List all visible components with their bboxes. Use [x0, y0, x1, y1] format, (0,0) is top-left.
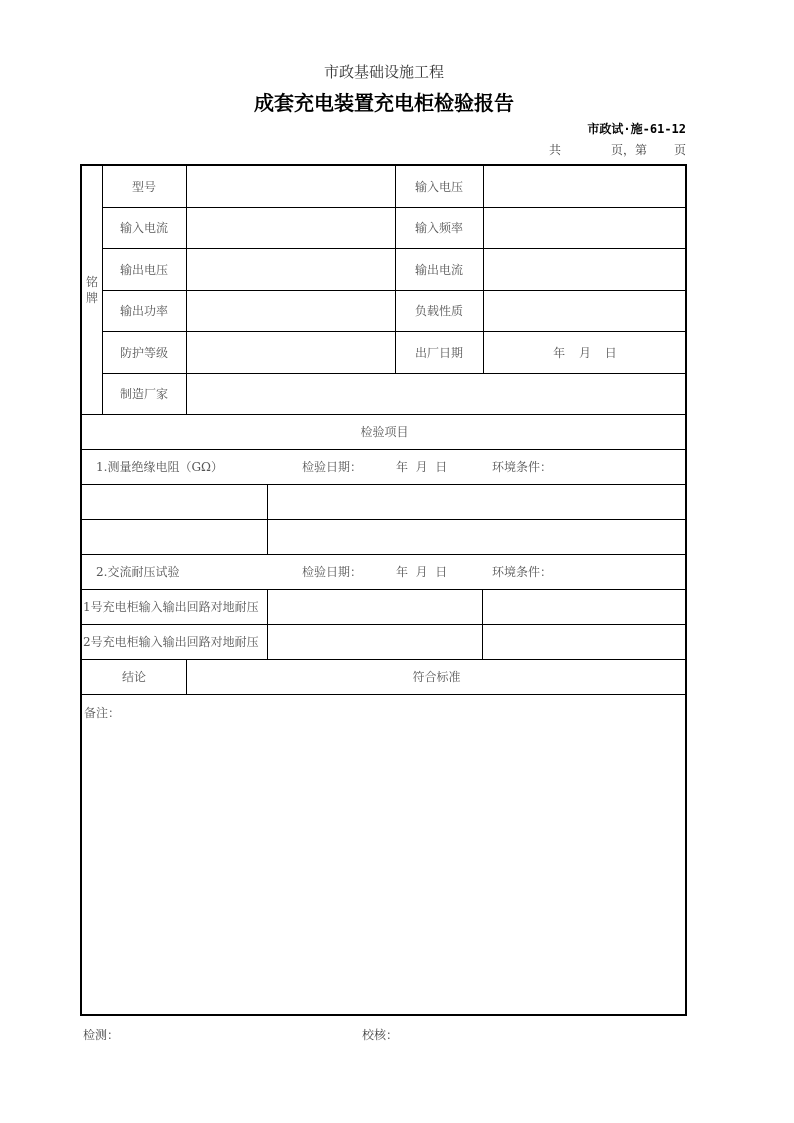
label-model: 型号 — [131, 180, 156, 194]
item1-env-label: 环境条件： — [492, 460, 553, 474]
conclusion-value: 符合标准 — [412, 670, 461, 684]
label-load-type: 负载性质 — [414, 304, 463, 318]
row-divider — [102, 373, 687, 374]
form-code: 市政试·施-61-12 — [587, 122, 686, 136]
col-divider — [267, 484, 268, 554]
page-total-label: 共 — [549, 143, 562, 157]
remarks-label: 备注： — [84, 705, 121, 720]
factory-date-value: 年 月 日 — [553, 345, 617, 360]
report-title: 成套充电装置充电柜检验报告 — [254, 91, 514, 115]
label-input-current: 输入电流 — [119, 221, 168, 235]
conclusion-label: 结论 — [121, 670, 146, 684]
label-input-voltage: 输入电压 — [414, 180, 463, 194]
label-protection-level: 防护等级 — [119, 345, 168, 360]
col-divider — [482, 589, 483, 659]
inspection-section-title: 检验项目 — [360, 425, 409, 439]
item2-date-value: 年 月 日 — [396, 565, 448, 579]
tester-label: 检测： — [83, 1028, 120, 1042]
nameplate-group-label: 铭牌 — [86, 275, 99, 305]
row-divider — [82, 519, 687, 520]
label-factory-date: 出厂日期 — [414, 345, 463, 360]
row-divider — [82, 484, 687, 485]
row-divider — [82, 694, 687, 695]
item1-date-label: 检验日期： — [302, 460, 363, 474]
col-divider — [186, 166, 187, 414]
item1-title: 1.测量绝缘电阻（GΩ） — [96, 460, 223, 474]
label-output-voltage: 输出电压 — [119, 262, 168, 277]
item2-env-label: 环境条件： — [492, 565, 553, 579]
item1-date-value: 年 月 日 — [396, 460, 448, 474]
page-label: 页 — [674, 143, 687, 157]
withstand-row-1-label: 1号充电柜输入输出回路对地耐压 — [83, 600, 259, 614]
checker-label: 校核： — [362, 1028, 399, 1042]
label-manufacturer: 制造厂家 — [119, 387, 168, 401]
label-output-current: 输出电流 — [414, 262, 463, 277]
label-input-frequency: 输入频率 — [414, 221, 463, 235]
page-unit-label: 页，第 — [611, 143, 648, 157]
item2-date-label: 检验日期： — [302, 565, 363, 579]
withstand-row-2-label: 2号充电柜输入输出回路对地耐压 — [83, 635, 259, 649]
col-divider — [267, 589, 268, 659]
label-output-power: 输出功率 — [119, 304, 168, 318]
item2-title: 2.交流耐压试验 — [96, 565, 180, 579]
org-title: 市政基础设施工程 — [323, 63, 444, 81]
report-table — [80, 164, 687, 1016]
